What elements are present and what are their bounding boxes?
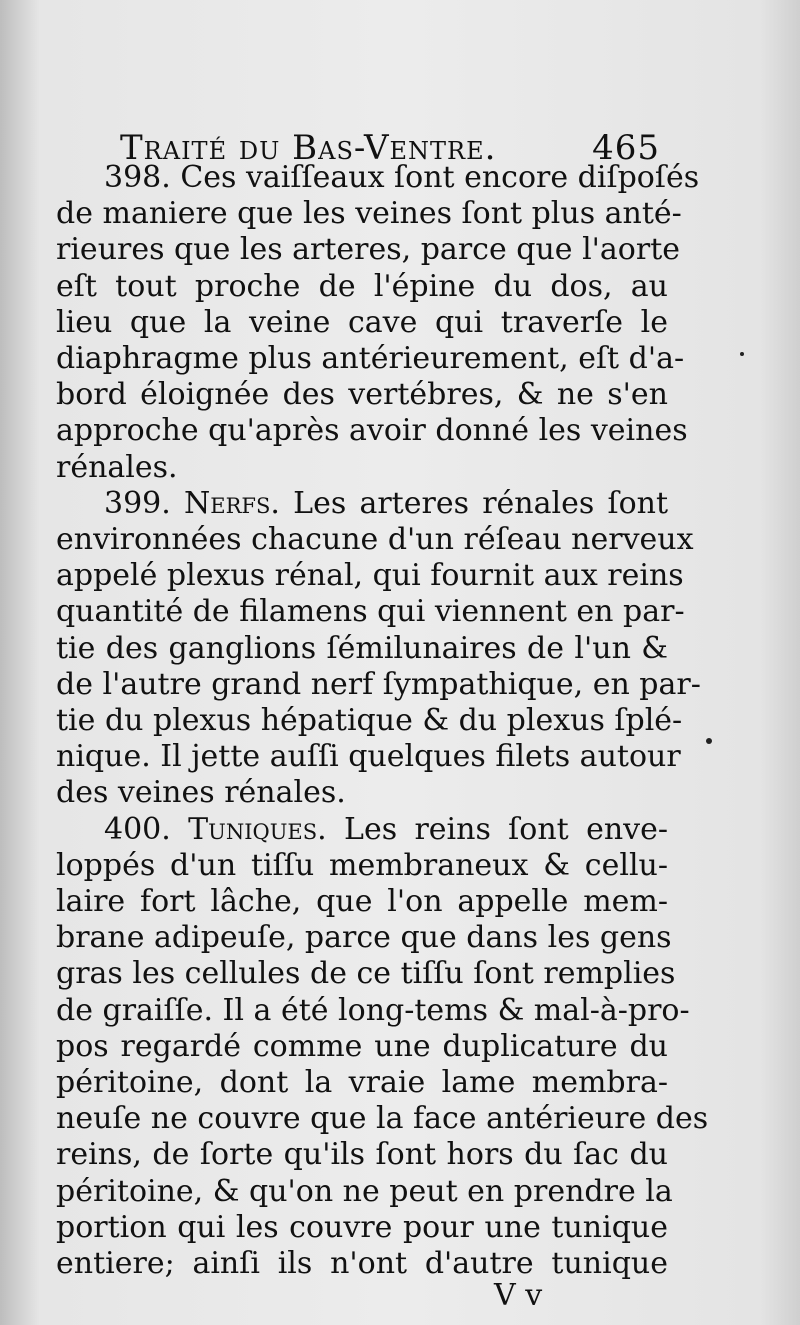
body-text xyxy=(56,160,709,1282)
p399-number: 399. xyxy=(104,485,171,521)
p399-line-9: des veines rénales. xyxy=(56,775,346,811)
p398-line-2: de maniere que les veines ſont plus anté- xyxy=(56,196,682,232)
p400-line-8: péritoine, dont la vraie lame membra- xyxy=(56,1065,668,1101)
p400-line-10: reins, de ſorte qu'ils ſont hors du ſac du xyxy=(56,1137,668,1173)
p400-line-3: laire fort lâche, que l'on appelle mem- xyxy=(56,884,668,920)
p400-number: 400. xyxy=(104,811,171,847)
p399-line-4: quantité de filamens qui viennent en par- xyxy=(56,594,685,630)
p398-line-3: rieures que les arteres, parce que l'aorte xyxy=(56,232,681,268)
p400-line-11: péritoine, & qu'on ne peut en prendre la xyxy=(56,1173,673,1209)
p400-line-4: brane adipeuſe, parce que dans les gens xyxy=(56,920,672,956)
p399-line-8: nique. Il jette auſſi quelques filets autour xyxy=(56,739,681,775)
p400-line-1 xyxy=(56,812,668,848)
p400-line-6: de graiſſe. Il a été long-tems & mal-à-pro- xyxy=(56,992,690,1028)
p399-line-3: appelé plexus rénal, qui fournit aux reins xyxy=(56,558,684,594)
p400-line-12: portion qui les couvre pour une tunique xyxy=(56,1209,668,1245)
p398-line-4: eſt tout proche de l'épine du dos, au xyxy=(56,268,668,304)
p399-line-5: tie des ganglions ſémilunaires de l'un & xyxy=(56,630,668,666)
p400-line-13: entiere; ainſi ils n'ont d'autre tunique xyxy=(56,1246,668,1282)
p399-line-7: tie du plexus hépatique & du plexus ſplé- xyxy=(56,703,683,739)
p400-first-line-rest: Les reins ſont enve- xyxy=(344,811,668,847)
ink-speck xyxy=(706,738,712,744)
p399-first-line-rest: Les arteres rénales ſont xyxy=(293,485,669,521)
p400-line-5: gras les cellules de ce tiſſu ſont remplies xyxy=(56,956,676,992)
p400-heading: Tuniques. xyxy=(188,811,327,847)
p399-heading: Nerfs. xyxy=(184,485,280,521)
p398-line-7: bord éloignée des vertébres, & ne s'en xyxy=(56,377,668,413)
p400-line-9: neuſe ne couvre que la face antérieure des xyxy=(56,1101,709,1137)
running-title: Traité du Bas-Ventre. xyxy=(120,128,497,168)
ink-speck xyxy=(740,352,744,356)
p398-line-8: approche qu'après avoir donné les veines xyxy=(56,413,688,449)
page-number: 465 xyxy=(592,128,660,168)
p398-line-5: lieu que la veine cave qui traverſe le xyxy=(56,304,668,340)
p399-line-2: environnées chacune d'un réſeau nerveux xyxy=(56,522,694,558)
p400-line-2: loppés d'un tiſſu membraneux & cellu- xyxy=(56,847,668,883)
p399-line-6: de l'autre grand nerf ſympathique, en par- xyxy=(56,666,701,702)
signature-mark: V v xyxy=(494,1278,543,1313)
p398-line-1: 398. Ces vaiſſeaux ſont encore diſpoſés xyxy=(104,160,700,195)
p399-line-1 xyxy=(56,486,668,522)
p398-line-9: rénales. xyxy=(56,449,178,485)
p400-line-7: pos regardé comme une duplicature du xyxy=(56,1028,668,1064)
p398-line-6: diaphragme plus antérieurement, eſt d'a- xyxy=(56,341,685,377)
